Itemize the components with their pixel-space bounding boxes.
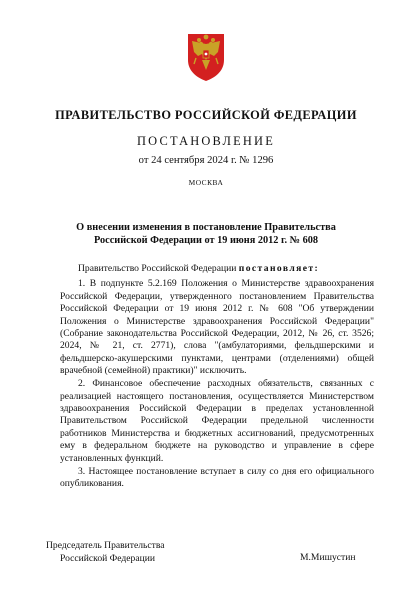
signatory-position-line-2: Российской Федерации	[60, 552, 155, 564]
document-city: МОСКВА	[188, 178, 224, 187]
signatory-position-line-1: Председатель Правительства	[46, 540, 165, 551]
decree-word: постановляет:	[238, 263, 320, 274]
decree-intro	[60, 263, 374, 275]
paragraph-1: 1. В подпункте 5.2.169 Положения о Министерстве здравоохранения Российской Федерации, утвержденного постановлением Правительства Российской Федерации от 19 июня 2012 г. № 608 "Об утверждении Положения о Министерстве здравоохранения Российской Федерации" (Собрание законодательства Российской Федерации, 2012, № 26, ст. 3526; 2024, № 21, ст. 2771), слова "(амбулаториями, фельдшерскими и фельдшерско-акушерскими пунктами, центрами (отделениями) общей врачебной (семейной) практики)" исключить.	[60, 278, 374, 377]
paragraph-2: 2. Финансовое обеспечение расходных обязательств, связанных с реализацией настоящего постановления, осуществляется Министерством здравоохранения Российской Федерации в пределах установленной Правительством Российской Федерации предельной численности работников Министерства и бюджетных ассигнований, предусмотренных ему в федеральном бюджете на руководство и управление в сфере установленных функций.	[60, 378, 374, 464]
document-type: ПОСТАНОВЛЕНИЕ	[137, 134, 275, 148]
subject-line-2: Российской Федерации от 19 июня 2012 г. № 608	[93, 235, 319, 246]
signatory-position	[46, 540, 165, 565]
government-title: ПРАВИТЕЛЬСТВО РОССИЙСКОЙ ФЕДЕРАЦИИ	[55, 108, 357, 122]
document-date-number: от 24 сентября 2024 г. № 1296	[138, 155, 274, 166]
paragraph-3: 3. Настоящее постановление вступает в силу со дня его официального опубликования.	[60, 465, 374, 490]
decree-intro-text: Правительство Российской Федерации	[78, 263, 239, 274]
russian-coat-of-arms-icon	[186, 30, 226, 82]
document-subject	[60, 221, 352, 247]
document-body	[60, 263, 374, 491]
subject-line-1: О внесении изменения в постановление Правительства	[76, 222, 336, 233]
signatory-name: М.Мишустин	[300, 552, 356, 563]
